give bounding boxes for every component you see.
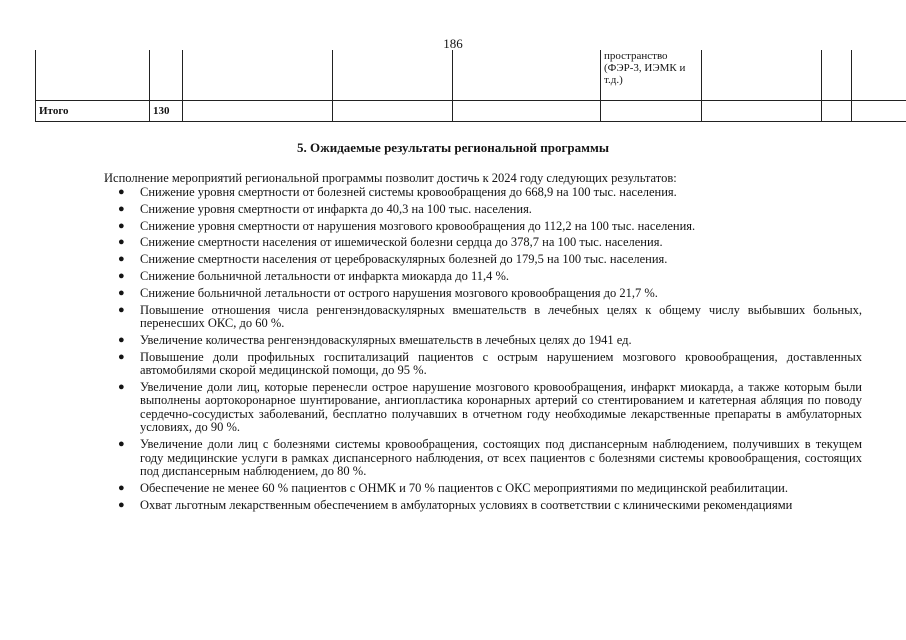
list-item-text: Снижение больничной летальности от острого нарушения мозгового кровообращения до 21,7 %. [140, 285, 658, 300]
bullet-icon: ● [118, 269, 125, 282]
table-cell [822, 101, 852, 122]
results-list [118, 186, 862, 516]
table-cell [702, 101, 822, 122]
table-cell [822, 50, 852, 101]
bullet-icon: ● [118, 350, 125, 363]
list-item [118, 236, 862, 250]
list-item [118, 438, 862, 479]
section-title: 5. Ожидаемые результаты региональной программы [297, 140, 609, 155]
table-cell [183, 50, 333, 101]
list-item-text: Увеличение количества ренгенэндоваскулярных вмешательств в лечебных целях до 1941 ед. [140, 332, 632, 347]
table-cell [36, 50, 150, 101]
table-cell [601, 101, 702, 122]
list-item [118, 381, 862, 435]
bullet-icon: ● [118, 498, 125, 511]
list-item [118, 287, 862, 301]
budget-table [35, 50, 906, 122]
table-cell: 130 [150, 101, 183, 122]
list-item-text: Охват льготным лекарственным обеспечением в амбулаторных условиях в соответствии с клиническими рекомендациями [140, 497, 793, 512]
list-item [118, 334, 862, 348]
table-cell: Итого [36, 101, 150, 122]
intro-paragraph: Исполнение мероприятий региональной программы позволит достичь к 2024 году следующих результатов: [104, 171, 677, 185]
bullet-icon: ● [118, 253, 125, 266]
table-cell [183, 101, 333, 122]
table-cell [333, 50, 453, 101]
list-item-text: Повышение отношения числа ренгенэндоваскулярных вмешательств в лечебных целях к общему числу выбывших больных, перенесших ОКС, до 60 %. [140, 302, 862, 331]
list-item [118, 253, 862, 267]
table-cell [150, 50, 183, 101]
table-cell [702, 50, 822, 101]
list-item [118, 203, 862, 217]
list-item [118, 351, 862, 378]
table-cell [453, 50, 601, 101]
table-row [36, 50, 906, 101]
table-cell [453, 101, 601, 122]
page-number: 186 [443, 36, 463, 51]
table-cell: пространство (ФЭР-3, ИЭМК и т.д.) [601, 50, 702, 101]
bullet-icon: ● [118, 186, 125, 198]
list-item-text: Снижение уровня смертности от инфаркта до 40,3 на 100 тыс. населения. [140, 201, 532, 216]
bullet-icon: ● [118, 438, 125, 451]
list-item [118, 270, 862, 284]
list-item [118, 220, 862, 234]
table-total-row [36, 101, 906, 122]
table-cell [852, 50, 906, 101]
list-item [118, 482, 862, 496]
bullet-icon: ● [118, 202, 125, 215]
bullet-icon: ● [118, 303, 125, 316]
list-item [118, 304, 862, 331]
list-item-text: Снижение больничной летальности от инфаркта миокарда до 11,4 %. [140, 268, 510, 283]
list-item [118, 499, 862, 513]
list-item [118, 186, 862, 200]
list-item-text: Снижение уровня смертности от нарушения мозгового кровообращения до 112,2 на 100 тыс. населения. [140, 218, 696, 233]
bullet-icon: ● [118, 482, 125, 495]
table-cell [333, 101, 453, 122]
bullet-icon: ● [118, 380, 125, 393]
list-item-text: Увеличение доли лиц с болезнями системы кровообращения, состоящих под диспансерным наблюдением, получивших в текущем году медицинские услуги в рамках диспансерного наблюдения, от всех пациентов с болезнями системы кровообращения, состоящих под диспансерным наблюдением, до 80 %. [140, 437, 862, 479]
list-item-text: Повышение доли профильных госпитализаций пациентов с острым нарушением мозгового кровообращения, доставленных автомобилями скорой медицинской помощи, до 95 %. [140, 349, 862, 378]
list-item-text: Снижение уровня смертности от болезней системы кровообращения до 668,9 на 100 тыс. населения. [140, 185, 677, 199]
bullet-icon: ● [118, 219, 125, 232]
list-item-text: Снижение смертности населения от ишемической болезни сердца до 378,7 на 100 тыс. населения. [140, 235, 663, 250]
list-item-text: Увеличение доли лиц, которые перенесли острое нарушение мозгового кровообращения, инфаркт миокарда, а также которым были выполнены аортокоронарное шунтирование, ангиопластика коронарных артерий со стентированием и катетерная абляция по поводу сердечно-сосудистых заболеваний, бесплатно получавших в отчетном году необходимые лекарственные препараты в амбулаторных условиях, до 90 %. [140, 379, 862, 435]
bullet-icon: ● [118, 286, 125, 299]
bullet-icon: ● [118, 333, 125, 346]
list-item-text: Обеспечение не менее 60 % пациентов с ОНМК и 70 % пациентов с ОКС мероприятиями по медицинской реабилитации. [140, 481, 788, 496]
bullet-icon: ● [118, 236, 125, 249]
table-cell [852, 101, 906, 122]
list-item-text: Снижение смертности населения от цереброваскулярных болезней до 179,5 на 100 тыс. населения. [140, 252, 668, 267]
